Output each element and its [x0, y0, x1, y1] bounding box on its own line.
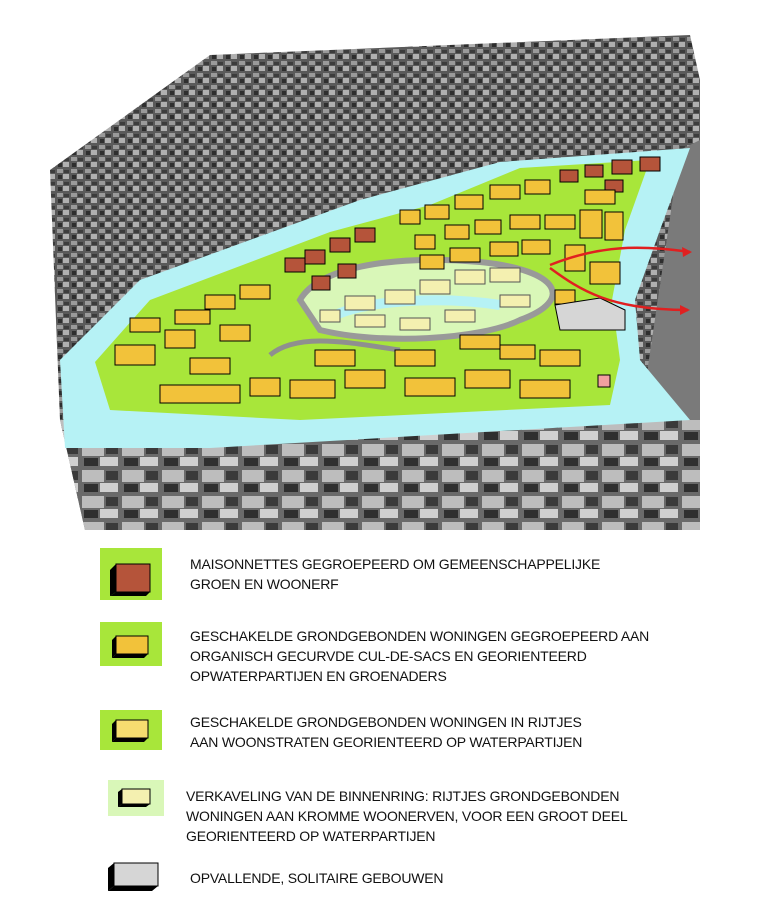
legend-text-solitair: OPVALLENDE, SOLITAIRE GEBOUWEN	[190, 870, 444, 886]
legend-text-binnenring: VERKAVELING VAN DE BINNENRING: RIJTJES GRONDGEBONDEN WONINGEN AAN KROMME WOONERVEN, VOOR EEN GROOT DEEL GEORIENTEERD OP WATERPARTIJEN	[186, 788, 628, 844]
maisonnette-swatch-icon	[100, 548, 162, 600]
legend-text-maisonnettes: MAISONNETTES GEGROEPEERD OM GEMEENSCHAPPELIJKE GROEN EN WOONERF	[190, 556, 601, 592]
inner-ring-swatch-icon	[108, 780, 164, 816]
row-house-swatch-icon	[100, 710, 162, 750]
house-swatch-icon	[100, 622, 162, 666]
solitary-swatch-icon	[104, 860, 162, 894]
legend-text-cul-de-sacs: GESCHAKELDE GRONDGEBONDEN WONINGEN GEGROEPEERD AAN ORGANISCH GECURVDE CUL-DE-SACS EN GEORIENTEERD OPWATERPARTIJEN EN GROENADERS	[190, 628, 650, 684]
legend-text-rijtjes: GESCHAKELDE GRONDGEBONDEN WONINGEN IN RIJTJES AAN WOONSTRATEN GEORIENTEERD OP WATERPARTIJEN	[190, 714, 583, 750]
